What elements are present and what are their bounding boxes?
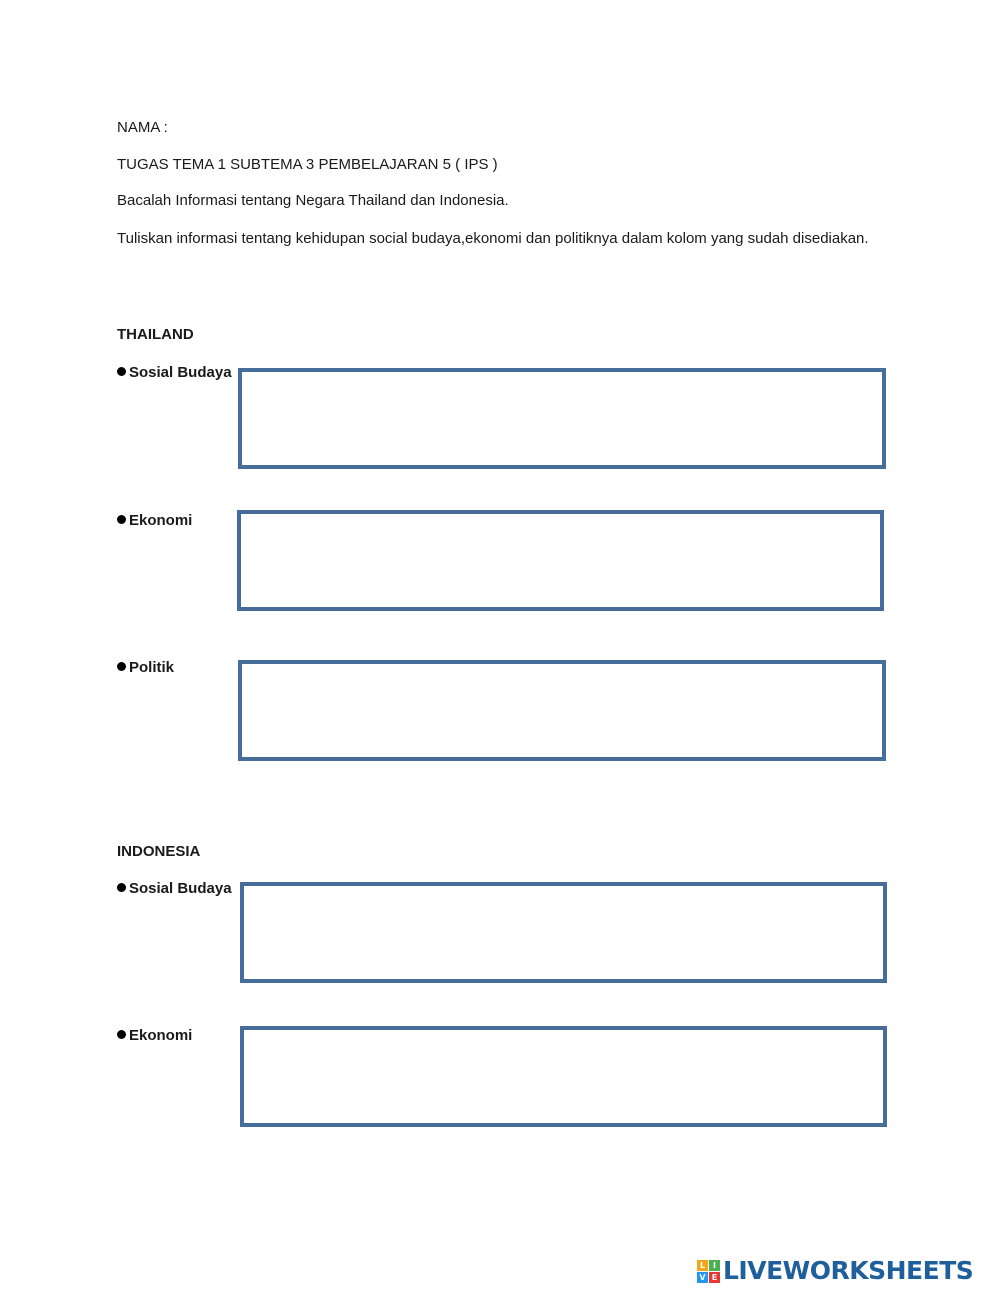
thailand-sosial-budaya-label xyxy=(117,363,232,383)
thailand-politik-label xyxy=(117,658,174,678)
indonesia-sosial-budaya-input[interactable] xyxy=(244,886,883,979)
bullet-icon xyxy=(117,515,126,524)
liveworksheets-logo xyxy=(697,1258,973,1284)
indonesia-ekonomi-input[interactable] xyxy=(244,1030,883,1123)
indonesia-sosial-budaya-text: Sosial Budaya xyxy=(129,880,232,897)
bullet-icon xyxy=(117,367,126,376)
instruction-read: Bacalah Informasi tentang Negara Thailand dan Indonesia. xyxy=(117,192,509,209)
thailand-politik-box[interactable] xyxy=(238,660,886,761)
thailand-ekonomi-label xyxy=(117,511,192,531)
indonesia-ekonomi-label xyxy=(117,1026,192,1046)
bullet-icon xyxy=(117,662,126,671)
thailand-ekonomi-text: Ekonomi xyxy=(129,512,193,529)
indonesia-ekonomi-text: Ekonomi xyxy=(129,1027,193,1044)
task-title: TUGAS TEMA 1 SUBTEMA 3 PEMBELAJARAN 5 ( IPS ) xyxy=(117,156,498,173)
thailand-sosial-budaya-input[interactable] xyxy=(242,372,882,465)
indonesia-heading: INDONESIA xyxy=(117,843,201,860)
indonesia-sosial-budaya-label xyxy=(117,879,232,899)
logo-text: LIVEWORKSHEETS xyxy=(723,1256,974,1285)
bullet-icon xyxy=(117,883,126,892)
thailand-sosial-budaya-text: Sosial Budaya xyxy=(129,364,232,381)
thailand-politik-text: Politik xyxy=(129,659,175,676)
thailand-ekonomi-input[interactable] xyxy=(241,514,880,607)
name-label: NAMA : xyxy=(117,119,168,136)
bullet-icon xyxy=(117,1030,126,1039)
logo-mark-icon: L I V E xyxy=(697,1260,720,1283)
indonesia-ekonomi-box[interactable] xyxy=(240,1026,887,1127)
instruction-write: Tuliskan informasi tentang kehidupan social budaya,ekonomi dan politiknya dalam kolom yang sudah disediakan. xyxy=(117,230,869,247)
thailand-politik-input[interactable] xyxy=(242,664,882,757)
thailand-sosial-budaya-box[interactable] xyxy=(238,368,886,469)
thailand-ekonomi-box[interactable] xyxy=(237,510,884,611)
indonesia-sosial-budaya-box[interactable] xyxy=(240,882,887,983)
thailand-heading: THAILAND xyxy=(117,326,194,343)
